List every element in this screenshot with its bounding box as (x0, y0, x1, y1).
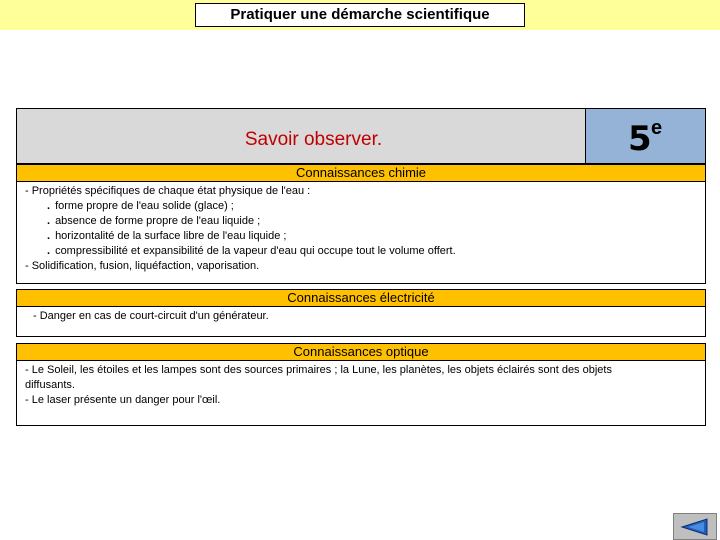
skill-label: Savoir observer. (244, 129, 383, 150)
section-body-chimie (16, 182, 706, 284)
header-row (16, 108, 706, 164)
bullet: . (47, 215, 51, 227)
back-arrow-icon (680, 518, 710, 536)
section-heading-electricite: Connaissances électricité (16, 289, 706, 307)
skill-cell (17, 109, 586, 163)
list-item: - Propriétés spécifiques de chaque état physique de l'eau : (25, 185, 311, 197)
bullet: . (47, 230, 51, 242)
grade-cell (586, 109, 705, 163)
list-item: . absence de forme propre de l'eau liquide ; (47, 215, 261, 227)
top-banner (0, 0, 720, 30)
section-body-electricite (16, 307, 706, 337)
page-title: Pratiquer une démarche scientifique (195, 3, 525, 27)
section-heading-optique: Connaissances optique (16, 343, 706, 361)
list-item: . forme propre de l'eau solide (glace) ; (47, 200, 234, 212)
list-item: - Danger en cas de court-circuit d'un générateur. (33, 310, 269, 322)
list-item: . compressibilité et expansibilité de la vapeur d'eau qui occupe tout le volume offert. (47, 245, 456, 257)
section-body-optique (16, 361, 706, 426)
back-button[interactable] (673, 513, 717, 540)
grade-number: 5 (628, 119, 652, 159)
grade-suffix: e (651, 117, 663, 139)
section-heading-chimie: Connaissances chimie (16, 164, 706, 182)
list-item: - Le laser présente un danger pour l'œil. (25, 394, 221, 406)
list-item: - Solidification, fusion, liquéfaction, vaporisation. (25, 260, 260, 272)
list-item: . horizontalité de la surface libre de l'eau liquide ; (47, 230, 287, 242)
bullet: . (47, 200, 51, 212)
bullet: . (47, 245, 51, 257)
list-item: - Le Soleil, les étoiles et les lampes sont des sources primaires ; la Lune, les planètes, les objets éclairés sont des objets diffusants. (25, 364, 612, 391)
